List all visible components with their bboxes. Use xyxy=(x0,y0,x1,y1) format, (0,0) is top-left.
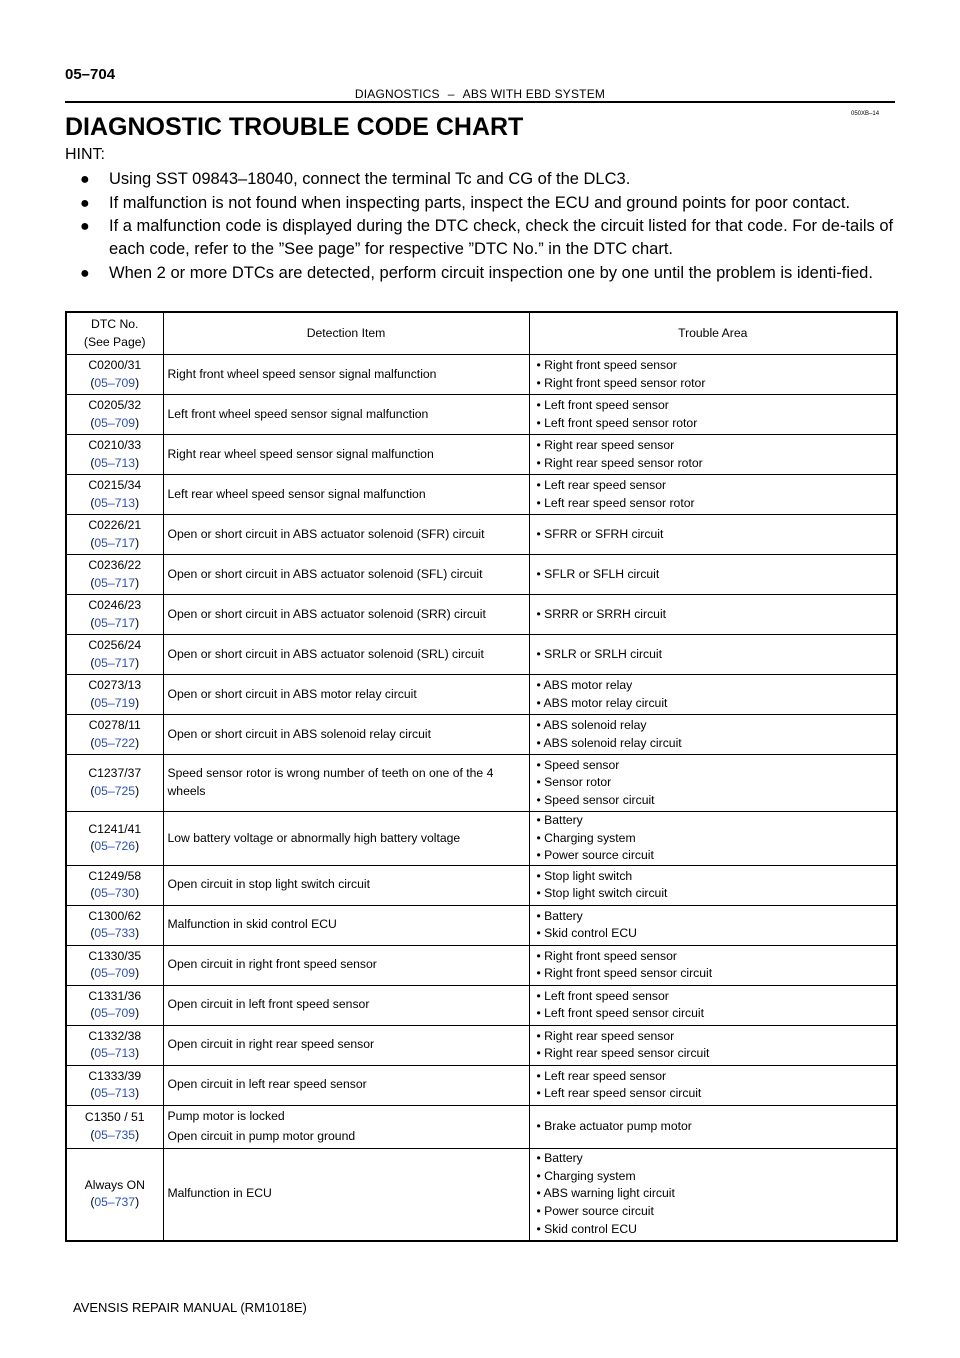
detection-item: Malfunction in ECU xyxy=(167,1186,272,1201)
trouble-area-item: • Stop light switch circuit xyxy=(536,886,668,901)
trouble-area-item: • SFLR or SFLH circuit xyxy=(536,566,660,581)
trouble-area-item: • Left front speed sensor rotor xyxy=(536,415,698,430)
trouble-area-item: • ABS solenoid relay xyxy=(536,717,647,732)
table-row xyxy=(66,515,897,555)
trouble-area-cell xyxy=(529,475,897,515)
see-page-ref: (05–713) xyxy=(90,1046,140,1061)
trouble-area-item: • Right front speed sensor xyxy=(536,357,677,372)
subsection-title: ABS WITH EBD SYSTEM xyxy=(462,87,606,101)
detection-item: Open circuit in right front speed sensor xyxy=(167,957,377,972)
detection-item-cell xyxy=(163,945,529,985)
table-body xyxy=(66,355,897,1241)
see-page-ref: (05–722) xyxy=(90,735,140,750)
see-page-ref: (05–709) xyxy=(90,1006,140,1021)
dtc-code: C1350 / 51 xyxy=(84,1110,145,1125)
trouble-area-item: • Left rear speed sensor rotor xyxy=(536,495,695,510)
trouble-area-item: • Battery xyxy=(536,1151,583,1166)
see-page-link[interactable]: 05–725 xyxy=(94,784,136,798)
see-page-ref: (05–725) xyxy=(90,784,140,798)
hint-item xyxy=(80,192,900,215)
trouble-area-item: • Stop light switch xyxy=(536,868,633,883)
trouble-area-item: • Left rear speed sensor xyxy=(536,1068,667,1083)
document-code: 050XB–14 xyxy=(851,111,880,117)
table-row xyxy=(66,1065,897,1105)
table-row xyxy=(66,715,897,755)
dtc-code: C1331/36 xyxy=(88,988,142,1003)
trouble-area-cell xyxy=(529,395,897,435)
detection-item: Open circuit in right rear speed sensor xyxy=(167,1037,375,1052)
detection-item-cell xyxy=(163,1105,529,1148)
detection-item-cell xyxy=(163,1025,529,1065)
detection-item-cell xyxy=(163,475,529,515)
trouble-area-item: • Battery xyxy=(536,908,583,923)
detection-item-cell xyxy=(163,865,529,905)
trouble-area-item: • SRLR or SRLH circuit xyxy=(536,646,662,661)
see-page-ref: (05–719) xyxy=(90,695,140,710)
trouble-area-cell xyxy=(529,435,897,475)
see-page-link[interactable]: 05–709 xyxy=(94,966,136,981)
trouble-area-item: • Battery xyxy=(536,813,583,827)
trouble-area-cell xyxy=(529,355,897,395)
detection-item-cell xyxy=(163,1148,529,1241)
trouble-area-item: • ABS solenoid relay circuit xyxy=(536,735,682,750)
see-page-link[interactable]: 05–713 xyxy=(94,455,136,470)
column-header-dtc-line1: DTC No. xyxy=(91,316,139,331)
footer-text: AVENSIS REPAIR MANUAL (RM1018E) xyxy=(73,1300,307,1315)
table-row xyxy=(66,355,897,395)
see-page-ref: (05–713) xyxy=(90,495,140,510)
detection-item: Right rear wheel speed sensor signal malfunction xyxy=(167,446,434,461)
table-row xyxy=(66,945,897,985)
header-rule xyxy=(65,101,895,103)
dtc-code: C0256/24 xyxy=(88,637,142,652)
dtc-code: C0278/11 xyxy=(88,717,141,732)
detection-item: Open or short circuit in ABS actuator solenoid (SFL) circuit xyxy=(167,566,483,581)
dtc-code: C1330/35 xyxy=(88,948,142,963)
trouble-area-cell xyxy=(529,1105,897,1148)
trouble-area-cell xyxy=(529,515,897,555)
trouble-area-item: • Right rear speed sensor xyxy=(536,1028,675,1043)
detection-item: Left rear wheel speed sensor signal malfunction xyxy=(167,486,426,501)
detection-item: Open or short circuit in ABS actuator solenoid (SRL) circuit xyxy=(167,646,484,661)
table-row xyxy=(66,1025,897,1065)
dtc-code-cell xyxy=(66,675,163,715)
see-page-link[interactable]: 05–733 xyxy=(94,926,136,941)
see-page-ref: (05–735) xyxy=(90,1127,140,1142)
see-page-link[interactable]: 05–709 xyxy=(94,415,136,430)
hint-text: Using SST 09843–18040, connect the terminal Tc and CG of the DLC3. xyxy=(109,170,631,188)
dtc-code: C0226/21 xyxy=(88,517,142,532)
trouble-area-item: • Right rear speed sensor rotor xyxy=(536,455,703,470)
dtc-code-cell xyxy=(66,755,163,812)
dtc-code-cell xyxy=(66,715,163,755)
table-header-row xyxy=(66,312,897,355)
dtc-code-cell xyxy=(66,595,163,635)
detection-item-cell xyxy=(163,715,529,755)
dtc-code: C1333/39 xyxy=(88,1068,142,1083)
see-page-ref: (05–737) xyxy=(90,1195,140,1210)
trouble-area-item: • Right rear speed sensor xyxy=(536,437,675,452)
table-row xyxy=(66,1105,897,1148)
detection-item: Open or short circuit in ABS actuator solenoid (SFR) circuit xyxy=(167,526,485,541)
see-page-link[interactable]: 05–719 xyxy=(94,695,136,710)
see-page-ref: (05–717) xyxy=(90,615,140,630)
dtc-code-cell xyxy=(66,905,163,945)
detection-item: Malfunction in skid control ECU xyxy=(167,917,337,932)
trouble-area-item: • Right rear speed sensor circuit xyxy=(536,1046,710,1061)
detection-item: Open or short circuit in ABS motor relay circuit xyxy=(167,686,417,701)
dtc-code-cell xyxy=(66,812,163,866)
trouble-area-item: • Speed sensor xyxy=(536,757,620,772)
dtc-code: C1249/58 xyxy=(88,868,142,883)
trouble-area-cell xyxy=(529,1148,897,1241)
dtc-code-cell xyxy=(66,435,163,475)
table-row xyxy=(66,595,897,635)
see-page-ref: (05–709) xyxy=(90,966,140,981)
detection-item-cell xyxy=(163,985,529,1025)
hint-item xyxy=(80,262,900,285)
detection-item: Open circuit in stop light switch circuit xyxy=(167,877,371,892)
dtc-code: C0200/31 xyxy=(88,357,142,372)
trouble-area-item: • Power source circuit xyxy=(536,848,654,863)
detection-item: Speed sensor rotor is wrong number of teeth on one of the 4 wheels xyxy=(167,766,494,798)
see-page-ref: (05–709) xyxy=(90,375,140,390)
table-row xyxy=(66,635,897,675)
section-separator: – xyxy=(447,87,455,101)
see-page-link[interactable]: 05–717 xyxy=(94,535,136,550)
see-page-ref: (05–726) xyxy=(90,839,140,854)
trouble-area-item: • Speed sensor circuit xyxy=(536,792,655,807)
dtc-code: C1300/62 xyxy=(88,908,142,923)
see-page-link[interactable]: 05–709 xyxy=(94,1006,136,1021)
detection-item-cell xyxy=(163,355,529,395)
detection-item-cell xyxy=(163,1065,529,1105)
dtc-code-cell xyxy=(66,945,163,985)
trouble-area-item: • SFRR or SFRH circuit xyxy=(536,526,664,541)
table-row xyxy=(66,675,897,715)
bullet-icon: ● xyxy=(80,194,90,212)
trouble-area-item: • ABS warning light circuit xyxy=(536,1186,675,1201)
trouble-area-item: • Left rear speed sensor xyxy=(536,477,667,492)
hint-item xyxy=(80,215,900,261)
detection-item-cell xyxy=(163,595,529,635)
dtc-code-cell xyxy=(66,395,163,435)
trouble-area-item: • ABS motor relay circuit xyxy=(536,695,668,710)
trouble-area-cell xyxy=(529,905,897,945)
trouble-area-item: • ABS motor relay xyxy=(536,677,633,692)
trouble-area-cell xyxy=(529,755,897,812)
trouble-area-item: • Power source circuit xyxy=(536,1204,654,1219)
dtc-code-cell xyxy=(66,355,163,395)
bullet-icon: ● xyxy=(80,218,90,235)
detection-item: Open circuit in left front speed sensor xyxy=(167,997,370,1012)
detection-item: Open circuit in left rear speed sensor xyxy=(167,1077,367,1092)
table-row xyxy=(66,475,897,515)
dtc-chart-table xyxy=(65,311,898,1242)
table-row xyxy=(66,905,897,945)
dtc-code-cell xyxy=(66,475,163,515)
table-row xyxy=(66,865,897,905)
trouble-area-cell xyxy=(529,865,897,905)
table-row xyxy=(66,395,897,435)
see-page-link[interactable]: 05–709 xyxy=(94,375,136,390)
dtc-code-cell xyxy=(66,865,163,905)
see-page-link[interactable]: 05–717 xyxy=(94,615,136,630)
trouble-area-item: • Right front speed sensor xyxy=(536,948,677,963)
trouble-area-item: • Left front speed sensor xyxy=(536,988,669,1003)
detection-item: Left front wheel speed sensor signal malfunction xyxy=(167,406,429,421)
trouble-area-item: • Brake actuator pump motor xyxy=(536,1118,692,1133)
column-header-dtc-line2: (See Page) xyxy=(83,334,146,349)
trouble-area-item: • Charging system xyxy=(536,830,636,845)
table-row xyxy=(66,812,897,866)
see-page-ref: (05–713) xyxy=(90,455,140,470)
dtc-code: Always ON xyxy=(84,1177,145,1192)
see-page-link[interactable]: 05–726 xyxy=(94,839,136,854)
dtc-code: C0246/23 xyxy=(88,597,142,612)
hint-item xyxy=(80,168,900,191)
detection-item: Open or short circuit in ABS solenoid relay circuit xyxy=(167,726,432,741)
detection-item-cell xyxy=(163,435,529,475)
dtc-code-cell xyxy=(66,1105,163,1148)
trouble-area-cell xyxy=(529,1025,897,1065)
column-header-dtc xyxy=(66,312,163,355)
see-page-link[interactable]: 05–717 xyxy=(94,575,136,590)
see-page-link[interactable]: 05–730 xyxy=(94,886,136,901)
table-row xyxy=(66,985,897,1025)
trouble-area-cell xyxy=(529,675,897,715)
see-page-ref: (05–717) xyxy=(90,575,140,590)
trouble-area-item: • Left front speed sensor xyxy=(536,397,669,412)
table-row xyxy=(66,755,897,812)
detection-item-cell xyxy=(163,675,529,715)
dtc-code: C0205/32 xyxy=(88,397,142,412)
dtc-code: C0236/22 xyxy=(88,557,142,572)
detection-item-cell xyxy=(163,555,529,595)
hint-list xyxy=(80,168,900,285)
see-page-ref: (05–713) xyxy=(90,1086,140,1101)
section-header xyxy=(0,87,960,101)
hint-text: If malfunction is not found when inspecting parts, inspect the ECU and ground points for poor contact. xyxy=(109,193,851,212)
detection-item: Open circuit in pump motor ground xyxy=(167,1129,356,1144)
see-page-link[interactable]: 05–737 xyxy=(94,1195,136,1210)
see-page-link[interactable]: 05–713 xyxy=(94,1046,136,1061)
detection-item-cell xyxy=(163,755,529,812)
hint-text: When 2 or more DTCs are detected, perform circuit inspection one by one until the problem is identi-fied. xyxy=(109,263,873,282)
detection-item-cell xyxy=(163,905,529,945)
dtc-code: C0273/13 xyxy=(88,677,142,692)
see-page-ref: (05–709) xyxy=(90,415,140,430)
detection-item: Pump motor is locked xyxy=(167,1108,285,1123)
see-page-link[interactable]: 05–722 xyxy=(94,735,136,750)
trouble-area-cell xyxy=(529,555,897,595)
column-header-detection: Detection Item xyxy=(163,312,529,355)
see-page-ref: (05–730) xyxy=(90,886,140,901)
dtc-code-cell xyxy=(66,1025,163,1065)
detection-item-cell xyxy=(163,635,529,675)
detection-item: Low battery voltage or abnormally high battery voltage xyxy=(167,830,461,845)
see-page-link[interactable]: 05–713 xyxy=(94,1086,136,1101)
trouble-area-cell xyxy=(529,1065,897,1105)
trouble-area-cell xyxy=(529,812,897,866)
dtc-code-cell xyxy=(66,1148,163,1241)
see-page-link[interactable]: 05–717 xyxy=(94,655,136,670)
trouble-area-item: • Charging system xyxy=(536,1168,636,1183)
trouble-area-item: • Sensor rotor xyxy=(536,775,612,790)
table-row xyxy=(66,435,897,475)
trouble-area-item: • Skid control ECU xyxy=(536,926,637,941)
hint-text: If a malfunction code is displayed during the DTC check, check the circuit listed for that code. For de-tails of each code, refer to the ”See page” for respective ”DTC No.” in the DTC chart. xyxy=(109,217,894,258)
detection-item-cell xyxy=(163,812,529,866)
trouble-area-item: • Left front speed sensor circuit xyxy=(536,1006,705,1021)
trouble-area-item: • SRRR or SRRH circuit xyxy=(536,606,667,621)
see-page-ref: (05–717) xyxy=(90,535,140,550)
see-page-link[interactable]: 05–713 xyxy=(94,495,136,510)
see-page-ref: (05–717) xyxy=(90,655,140,670)
trouble-area-cell xyxy=(529,985,897,1025)
detection-item: Open or short circuit in ABS actuator solenoid (SRR) circuit xyxy=(167,606,486,621)
detection-item-cell xyxy=(163,395,529,435)
detection-item-cell xyxy=(163,515,529,555)
trouble-area-cell xyxy=(529,635,897,675)
section-title: DIAGNOSTICS xyxy=(354,87,440,101)
bullet-icon: ● xyxy=(80,264,90,282)
dtc-code: C1237/37 xyxy=(88,766,142,781)
trouble-area-item: • Right front speed sensor rotor xyxy=(536,375,706,390)
trouble-area-item: • Left rear speed sensor circuit xyxy=(536,1086,702,1101)
dtc-code-cell xyxy=(66,515,163,555)
page-title: DIAGNOSTIC TROUBLE CODE CHART xyxy=(65,113,524,141)
detection-item: Right front wheel speed sensor signal malfunction xyxy=(167,366,437,381)
bullet-icon: ● xyxy=(80,171,90,188)
trouble-area-cell xyxy=(529,715,897,755)
page-number: 05–704 xyxy=(65,66,116,83)
dtc-code: C1332/38 xyxy=(88,1028,142,1043)
trouble-area-cell xyxy=(529,595,897,635)
dtc-code: C0215/34 xyxy=(88,477,142,492)
dtc-code: C1241/41 xyxy=(88,821,142,836)
see-page-link[interactable]: 05–735 xyxy=(94,1127,136,1142)
dtc-code: C0210/33 xyxy=(88,437,142,452)
table-row xyxy=(66,1148,897,1241)
column-header-trouble: Trouble Area xyxy=(529,312,897,355)
see-page-ref: (05–733) xyxy=(90,926,140,941)
dtc-code-cell xyxy=(66,1065,163,1105)
trouble-area-item: • Right front speed sensor circuit xyxy=(536,966,713,981)
hint-label: HINT: xyxy=(65,146,105,163)
dtc-code-cell xyxy=(66,635,163,675)
trouble-area-cell xyxy=(529,945,897,985)
table-row xyxy=(66,555,897,595)
dtc-code-cell xyxy=(66,985,163,1025)
trouble-area-item: • Skid control ECU xyxy=(536,1221,637,1236)
dtc-code-cell xyxy=(66,555,163,595)
